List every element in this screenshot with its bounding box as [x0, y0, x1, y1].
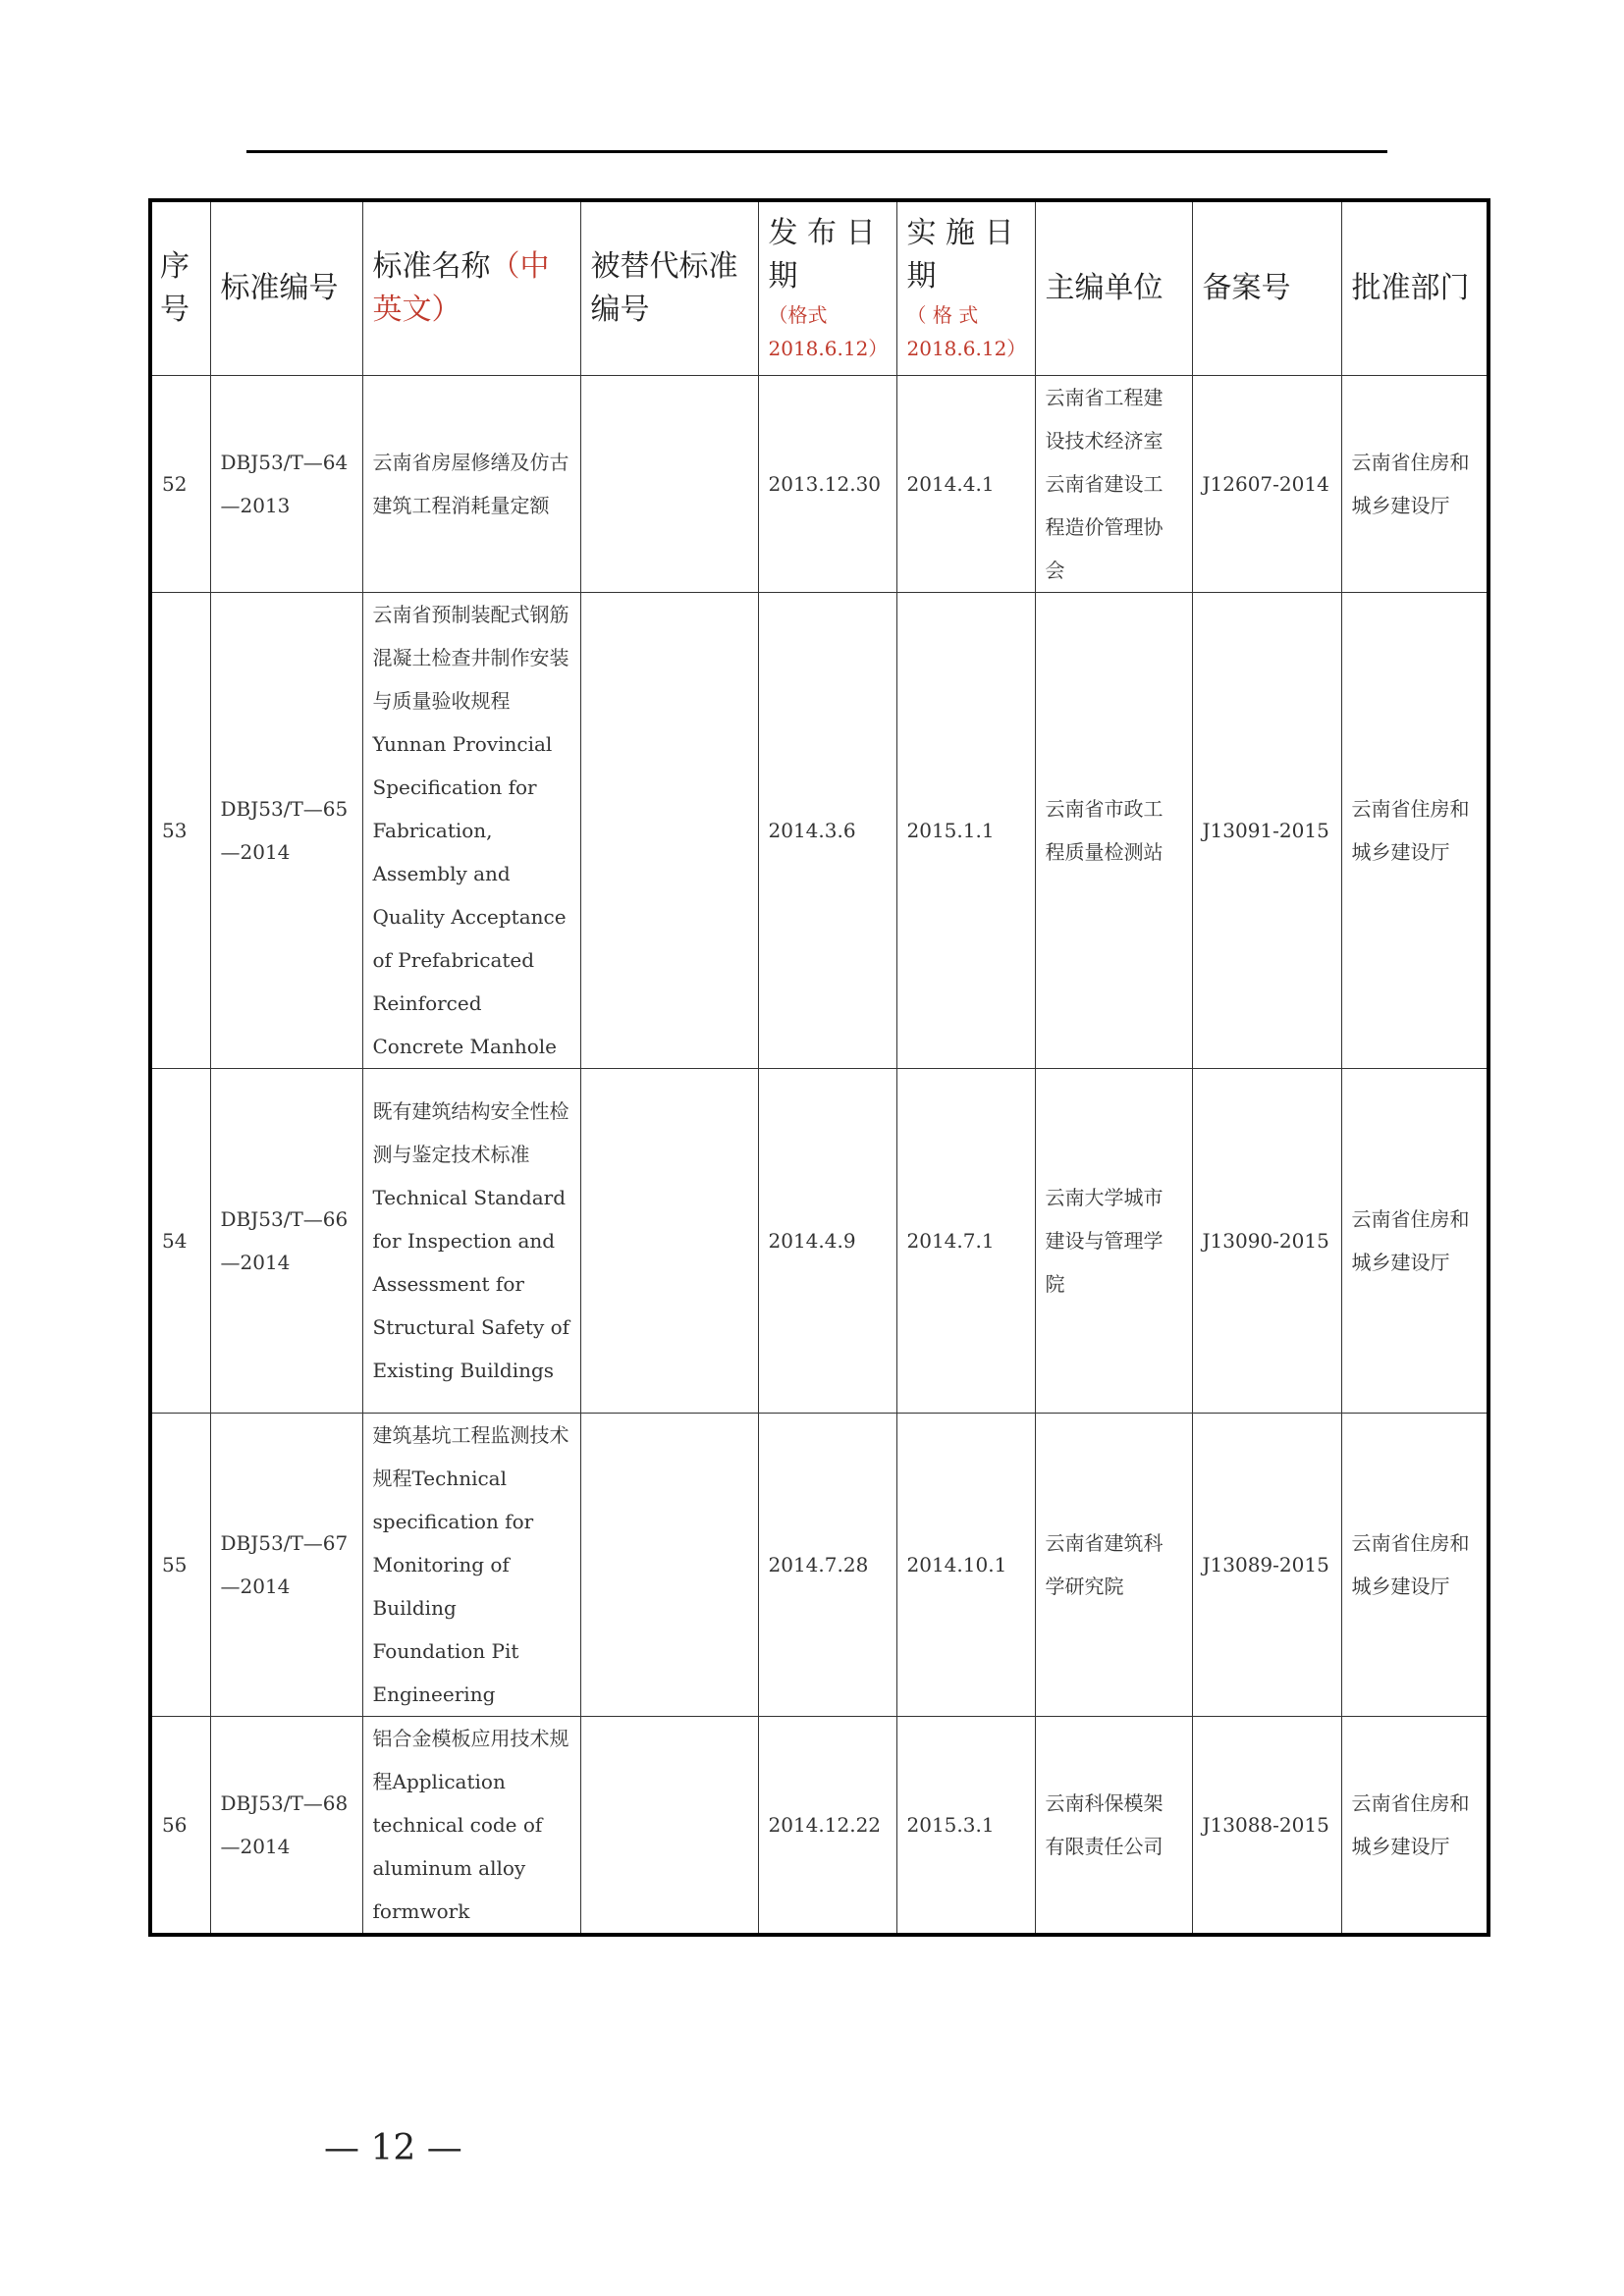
standard-name: 云南省预制装配式钢筋混凝土检查井制作安装与质量验收规程Yunnan Provincial Specification for Fabrication, Assembly and Quality Acceptance of Prefabricated Reinforced Concrete Manhole — [362, 593, 580, 1069]
editor-unit: 云南省市政工程质量检测站 — [1035, 593, 1192, 1069]
approval-dept: 云南省住房和城乡建设厅 — [1341, 593, 1489, 1069]
effective-date: 2014.4.1 — [896, 376, 1035, 593]
table-header-row — [150, 200, 1489, 376]
header-effective-format: （ 格 式2018.6.12） — [906, 303, 1027, 360]
standard-name: 既有建筑结构安全性检测与鉴定技术标准Technical Standard for Inspection and Assessment for Structural Safety of Existing Buildings — [362, 1069, 580, 1414]
approval-dept: 云南省住房和城乡建设厅 — [1341, 1069, 1489, 1414]
row-index: 54 — [150, 1069, 210, 1414]
approval-dept: 云南省住房和城乡建设厅 — [1341, 1414, 1489, 1717]
effective-date: 2014.10.1 — [896, 1414, 1035, 1717]
approval-dept: 云南省住房和城乡建设厅 — [1341, 1717, 1489, 1936]
row-index: 52 — [150, 376, 210, 593]
editor-unit: 云南大学城市建设与管理学院 — [1035, 1069, 1192, 1414]
header-name-main: 标准名称 — [372, 249, 491, 284]
editor-unit: 云南科保模架有限责任公司 — [1035, 1717, 1192, 1936]
header-publish-date — [758, 200, 896, 376]
table-row — [150, 376, 1489, 593]
standards-table — [148, 198, 1490, 1937]
standard-code: DBJ53/T—68—2014 — [210, 1717, 362, 1936]
table-row — [150, 1069, 1489, 1414]
publish-date: 2014.12.22 — [758, 1717, 896, 1936]
replaced-code — [580, 376, 758, 593]
header-editor: 主编单位 — [1035, 200, 1192, 376]
effective-date: 2015.3.1 — [896, 1717, 1035, 1936]
record-number: J13088-2015 — [1192, 1717, 1341, 1936]
header-rule — [246, 150, 1387, 153]
page-number: — 12 — — [324, 2128, 462, 2168]
standard-code: DBJ53/T—65—2014 — [210, 593, 362, 1069]
standard-code: DBJ53/T—64—2013 — [210, 376, 362, 593]
standard-code: DBJ53/T—67—2014 — [210, 1414, 362, 1717]
header-replaced: 被替代标准编号 — [580, 200, 758, 376]
standard-name: 云南省房屋修缮及仿古建筑工程消耗量定额 — [362, 376, 580, 593]
record-number: J13090-2015 — [1192, 1069, 1341, 1414]
replaced-code — [580, 593, 758, 1069]
publish-date: 2014.7.28 — [758, 1414, 896, 1717]
header-name — [362, 200, 580, 376]
editor-unit: 云南省工程建设技术经济室云南省建设工程造价管理协会 — [1035, 376, 1192, 593]
header-name-lang: （中英文） — [372, 249, 550, 327]
table-row — [150, 1414, 1489, 1717]
approval-dept: 云南省住房和城乡建设厅 — [1341, 376, 1489, 593]
publish-date: 2013.12.30 — [758, 376, 896, 593]
publish-date: 2014.4.9 — [758, 1069, 896, 1414]
header-seq: 序号 — [150, 200, 210, 376]
table-row — [150, 1717, 1489, 1936]
record-number: J13089-2015 — [1192, 1414, 1341, 1717]
row-index: 55 — [150, 1414, 210, 1717]
table-row — [150, 593, 1489, 1069]
standard-code: DBJ53/T—66—2014 — [210, 1069, 362, 1414]
header-effective-date — [896, 200, 1035, 376]
replaced-code — [580, 1069, 758, 1414]
standard-name: 建筑基坑工程监测技术规程Technical specification for Monitoring of Building Foundation Pit Engineering — [362, 1414, 580, 1717]
effective-date: 2014.7.1 — [896, 1069, 1035, 1414]
row-index: 53 — [150, 593, 210, 1069]
editor-unit: 云南省建筑科学研究院 — [1035, 1414, 1192, 1717]
header-record: 备案号 — [1192, 200, 1341, 376]
record-number: J13091-2015 — [1192, 593, 1341, 1069]
record-number: J12607-2014 — [1192, 376, 1341, 593]
header-code: 标准编号 — [210, 200, 362, 376]
effective-date: 2015.1.1 — [896, 593, 1035, 1069]
replaced-code — [580, 1414, 758, 1717]
replaced-code — [580, 1717, 758, 1936]
row-index: 56 — [150, 1717, 210, 1936]
header-publish-label: 发 布 日期 — [768, 216, 876, 294]
standard-name: 铝合金模板应用技术规程Application technical code of aluminum alloy formwork — [362, 1717, 580, 1936]
header-dept: 批准部门 — [1341, 200, 1489, 376]
header-effective-label: 实 施 日期 — [906, 216, 1014, 294]
publish-date: 2014.3.6 — [758, 593, 896, 1069]
header-publish-format: （格式2018.6.12） — [768, 303, 889, 360]
